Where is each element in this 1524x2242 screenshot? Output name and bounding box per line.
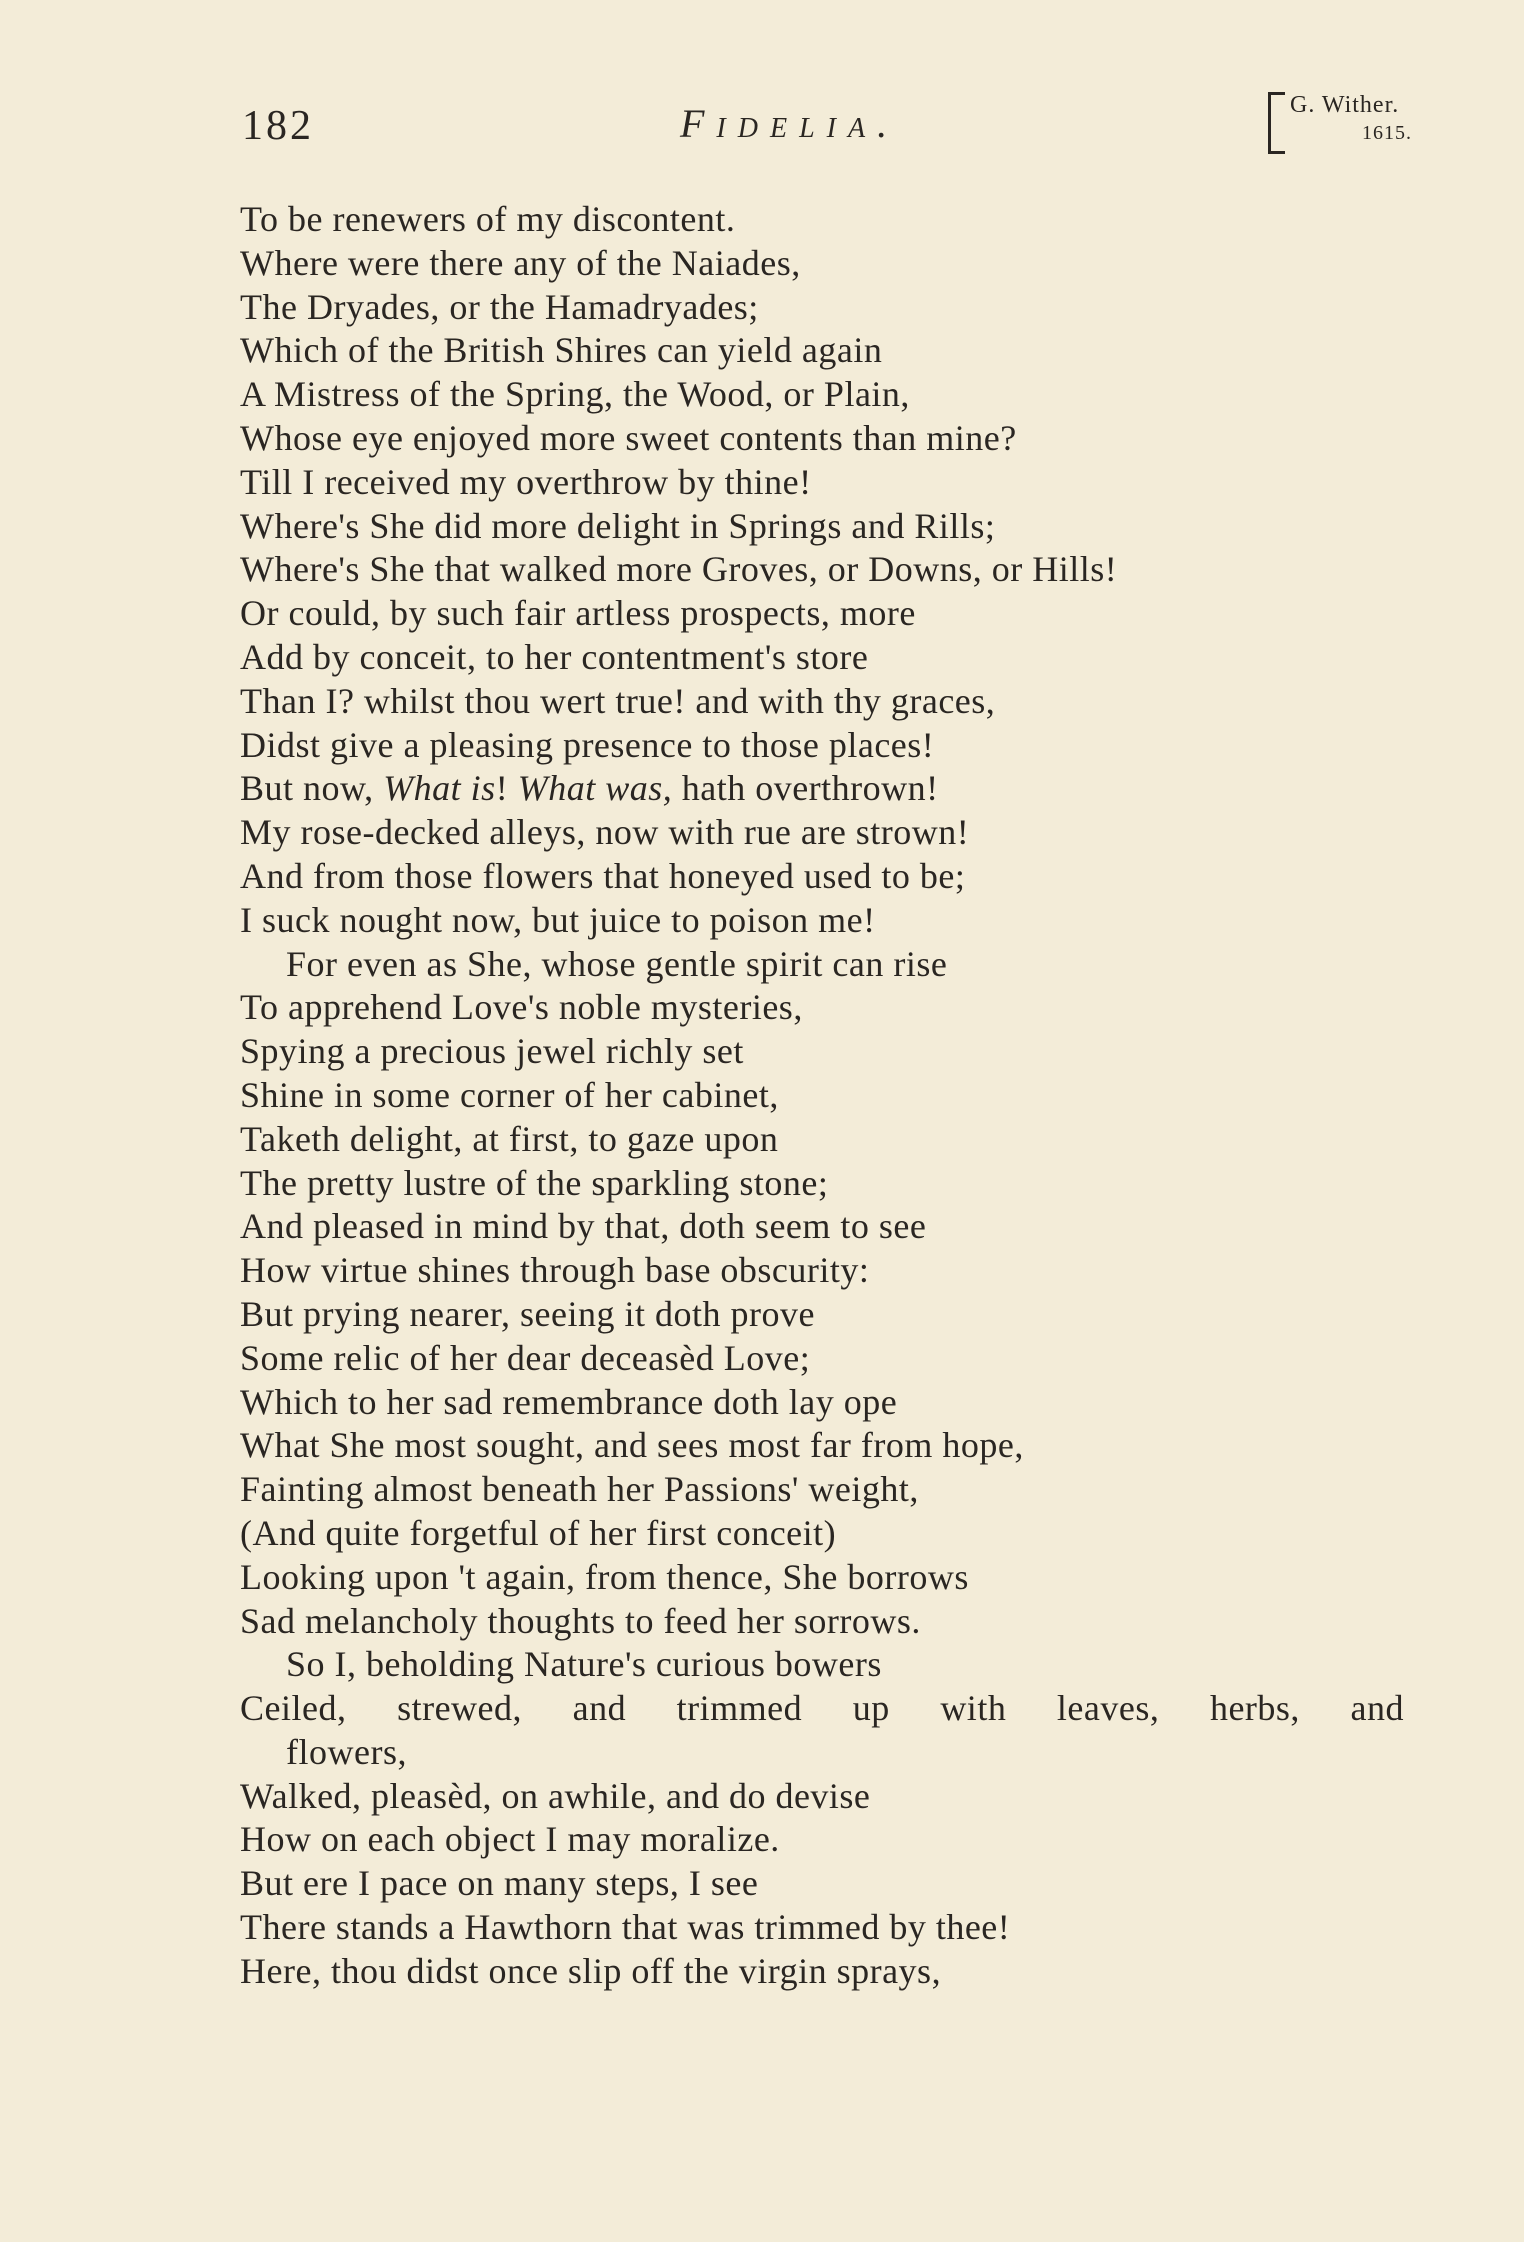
poem-line: And from those flowers that honeyed used to be;: [240, 855, 966, 896]
poem-line: Didst give a pleasing presence to those places!: [240, 724, 935, 765]
poem-line: What She most sought, and sees most far from hope,: [240, 1425, 1024, 1466]
poem-line: For even as She, whose gentle spirit can rise: [286, 943, 948, 984]
poem-line: Whose eye enjoyed more sweet contents than mine?: [240, 417, 1017, 458]
header-year: 1615.: [1362, 122, 1412, 144]
poem-line: How virtue shines through base obscurity:: [240, 1250, 870, 1291]
poem-line-justified: [240, 1687, 1404, 1731]
poem-line: To be renewers of my discontent.: [240, 199, 736, 239]
poem-line: There stands a Hawthorn that was trimmed by thee!: [240, 1907, 1011, 1948]
poem-line: Till I received my overthrow by thine!: [240, 461, 812, 502]
poem-line: Sad melancholy thoughts to feed her sorrows.: [240, 1600, 921, 1641]
word: leaves,: [1056, 1688, 1160, 1729]
poem-line: Where's She that walked more Groves, or Downs, or Hills!: [240, 549, 1118, 590]
word: up: [852, 1688, 890, 1729]
poem-line: Taketh delight, at first, to gaze upon: [240, 1118, 779, 1159]
page-number: 182: [242, 103, 314, 149]
poem-line: Shine in some corner of her cabinet,: [240, 1074, 779, 1115]
word: with: [940, 1688, 1007, 1729]
poem-text: [240, 198, 1420, 1994]
poem-line: Which of the British Shires can yield again: [240, 330, 883, 371]
line-mid: !: [495, 768, 518, 809]
poem-line: Looking upon 't again, from thence, She borrows: [240, 1556, 969, 1597]
poem-line: Than I? whilst thou wert true! and with thy graces,: [240, 680, 996, 721]
poem-line: So I, beholding Nature's curious bowers: [286, 1644, 882, 1685]
word: strewed,: [397, 1688, 523, 1729]
running-title: Fidelia.: [680, 101, 900, 146]
poem-line: Some relic of her dear deceasèd Love;: [240, 1337, 811, 1378]
line-rest: hath overthrown!: [672, 768, 939, 809]
poem-line: The pretty lustre of the sparkling stone;: [240, 1162, 829, 1203]
poem-line: But prying nearer, seeing it doth prove: [240, 1293, 815, 1334]
line-prefix: But now,: [240, 768, 384, 809]
poem-line: To apprehend Love's noble mysteries,: [240, 987, 803, 1028]
poem-line: Where's She did more delight in Springs and Rills;: [240, 505, 996, 546]
poem-line: How on each object I may moralize.: [240, 1819, 780, 1860]
poem-line: (And quite forgetful of her first conceit): [240, 1512, 837, 1553]
header-author: G. Wither.: [1290, 92, 1400, 118]
poem-line: My rose-decked alleys, now with rue are strown!: [240, 812, 970, 853]
poem-line-italic-mixed: [240, 767, 1420, 811]
poem-line: Spying a precious jewel richly set: [240, 1031, 744, 1072]
poem-line: Or could, by such fair artless prospects, more: [240, 593, 916, 634]
italic-phrase: What is: [383, 768, 496, 809]
poem-line: The Dryades, or the Hamadryades;: [240, 286, 759, 327]
poem-line: I suck nought now, but juice to poison me!: [240, 899, 876, 940]
word: and: [1350, 1688, 1404, 1729]
poem-line: Which to her sad remembrance doth lay ope: [240, 1381, 898, 1422]
poem-line: And pleased in mind by that, doth seem to see: [240, 1206, 927, 1247]
poem-line-continuation: flowers,: [286, 1731, 407, 1772]
poem-line: Walked, pleasèd, on awhile, and do devise: [240, 1775, 871, 1816]
poem-line: But ere I pace on many steps, I see: [240, 1863, 759, 1904]
italic-phrase: What was,: [517, 768, 673, 809]
poem-line: A Mistress of the Spring, the Wood, or Plain,: [240, 374, 910, 415]
poem-line: Where were there any of the Naiades,: [240, 242, 801, 283]
poem-line: Here, thou didst once slip off the virgin sprays,: [240, 1950, 942, 1991]
page-header: [0, 0, 1524, 200]
word: trimmed: [676, 1688, 803, 1729]
poem-line: Fainting almost beneath her Passions' weight,: [240, 1469, 919, 1510]
word: Ceiled,: [240, 1688, 347, 1729]
word: and: [572, 1688, 627, 1729]
poem-line: Add by conceit, to her contentment's store: [240, 636, 869, 677]
header-bracket: [1268, 92, 1285, 154]
word: herbs,: [1209, 1688, 1300, 1729]
